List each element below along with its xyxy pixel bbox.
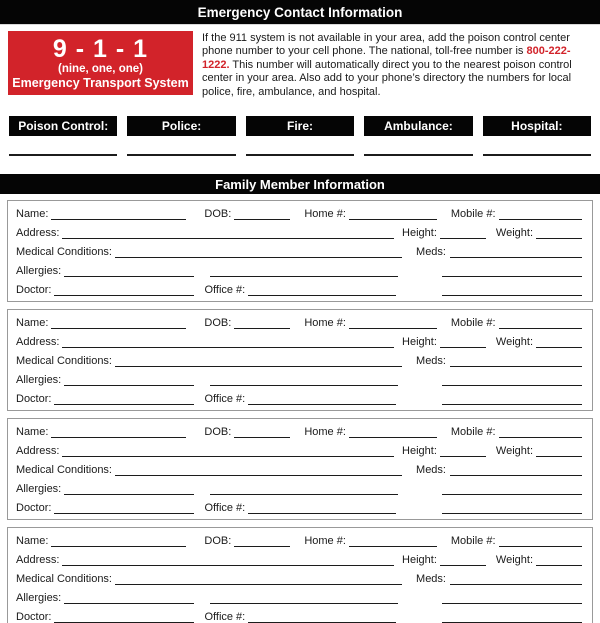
mobile-phone-label: Mobile #: xyxy=(450,426,496,439)
address-label: Address: xyxy=(16,227,60,240)
contact-col-fire xyxy=(246,116,354,156)
meds-overflow-line-1[interactable] xyxy=(442,494,582,495)
doctor-label: Doctor: xyxy=(16,284,52,297)
instructions-text-before: If the 911 system is not available in your area, add the poison control center phone number to your cell phone. The national, toll-free number is xyxy=(202,32,570,58)
emergency-contacts-row xyxy=(0,116,600,156)
family-row-address xyxy=(16,223,582,242)
allergies-label: Allergies: xyxy=(16,483,62,496)
mobile-phone-field-line[interactable] xyxy=(499,328,582,329)
name-field-line[interactable] xyxy=(51,437,186,438)
meds-label: Meds: xyxy=(416,355,446,368)
meds-overflow-line-2[interactable] xyxy=(442,404,582,405)
allergies-field-line[interactable] xyxy=(64,385,194,386)
meds-label: Meds: xyxy=(416,464,446,477)
family-row-medical xyxy=(16,351,582,370)
dob-field-line[interactable] xyxy=(234,328,290,329)
medical-conditions-label: Medical Conditions: xyxy=(16,246,112,259)
family-row-address xyxy=(16,441,582,460)
emergency-section-header xyxy=(0,0,600,25)
height-label: Height: xyxy=(402,336,437,349)
home-phone-label: Home #: xyxy=(304,535,346,548)
name-field-line[interactable] xyxy=(51,219,186,220)
poison-control-field-line[interactable] xyxy=(9,154,117,156)
address-label: Address: xyxy=(16,445,60,458)
family-row-doctor xyxy=(16,389,582,408)
allergies-field-line[interactable] xyxy=(64,603,194,604)
office-phone-field-line[interactable] xyxy=(248,404,396,405)
hospital-field-line[interactable] xyxy=(483,154,591,156)
family-row-medical xyxy=(16,242,582,261)
allergies-overflow-line[interactable] xyxy=(210,603,398,604)
height-field-line[interactable] xyxy=(440,238,486,239)
weight-label: Weight: xyxy=(495,336,533,349)
home-phone-label: Home #: xyxy=(304,426,346,439)
dob-field-line[interactable] xyxy=(234,219,290,220)
name-label: Name: xyxy=(16,535,49,548)
meds-field-line[interactable] xyxy=(450,584,582,585)
emergency-info-row xyxy=(0,31,600,99)
family-row-medical xyxy=(16,460,582,479)
dob-label: DOB: xyxy=(204,317,232,330)
mobile-phone-label: Mobile #: xyxy=(450,317,496,330)
doctor-label: Doctor: xyxy=(16,393,52,406)
office-phone-label: Office #: xyxy=(204,393,246,406)
weight-field-line[interactable] xyxy=(536,456,582,457)
medical-conditions-field-line[interactable] xyxy=(115,366,402,367)
family-row-name xyxy=(16,204,582,223)
weight-field-line[interactable] xyxy=(536,238,582,239)
home-phone-label: Home #: xyxy=(304,317,346,330)
family-row-medical xyxy=(16,569,582,588)
doctor-label: Doctor: xyxy=(16,502,52,515)
name-field-line[interactable] xyxy=(51,328,186,329)
name-field-line[interactable] xyxy=(51,546,186,547)
weight-label: Weight: xyxy=(495,554,533,567)
height-label: Height: xyxy=(402,554,437,567)
doctor-field-line[interactable] xyxy=(54,295,194,296)
office-phone-label: Office #: xyxy=(204,284,246,297)
medical-conditions-field-line[interactable] xyxy=(115,257,402,258)
meds-overflow-line-1[interactable] xyxy=(442,385,582,386)
family-row-name xyxy=(16,313,582,332)
medical-conditions-label: Medical Conditions: xyxy=(16,573,112,586)
family-row-doctor xyxy=(16,280,582,299)
mobile-phone-field-line[interactable] xyxy=(499,437,582,438)
address-field-line[interactable] xyxy=(62,565,394,566)
dob-label: DOB: xyxy=(204,208,232,221)
height-field-line[interactable] xyxy=(440,456,486,457)
name-label: Name: xyxy=(16,208,49,221)
family-row-name xyxy=(16,531,582,550)
poison-control-phone-number: 800-222-1222. xyxy=(202,45,571,71)
office-phone-label: Office #: xyxy=(204,502,246,515)
allergies-field-line[interactable] xyxy=(64,494,194,495)
home-phone-label: Home #: xyxy=(304,208,346,221)
allergies-overflow-line[interactable] xyxy=(210,276,398,277)
family-row-doctor xyxy=(16,607,582,623)
ambulance-label: Ambulance: xyxy=(364,116,472,136)
name-label: Name: xyxy=(16,317,49,330)
mobile-phone-field-line[interactable] xyxy=(499,546,582,547)
family-row-allergies xyxy=(16,479,582,498)
meds-overflow-line-1[interactable] xyxy=(442,276,582,277)
medical-conditions-field-line[interactable] xyxy=(115,475,402,476)
name-label: Name: xyxy=(16,426,49,439)
office-phone-field-line[interactable] xyxy=(248,513,396,514)
hospital-label: Hospital: xyxy=(483,116,591,136)
instructions-text-after: This number will automatically direct you to the nearest poison control center in your area. Also add to your phone’s directory the numbers for local police, fire, ambulance, and hospital. xyxy=(202,58,572,98)
height-field-line[interactable] xyxy=(440,565,486,566)
contact-col-poison-control xyxy=(9,116,117,156)
doctor-field-line[interactable] xyxy=(54,513,194,514)
dob-label: DOB: xyxy=(204,426,232,439)
family-row-allergies xyxy=(16,261,582,280)
weight-field-line[interactable] xyxy=(536,565,582,566)
dob-label: DOB: xyxy=(204,535,232,548)
family-row-address xyxy=(16,332,582,351)
home-phone-field-line[interactable] xyxy=(349,546,437,547)
weight-field-line[interactable] xyxy=(536,347,582,348)
height-label: Height: xyxy=(402,445,437,458)
office-phone-field-line[interactable] xyxy=(248,295,396,296)
mobile-phone-label: Mobile #: xyxy=(450,535,496,548)
address-label: Address: xyxy=(16,554,60,567)
meds-label: Meds: xyxy=(416,573,446,586)
badge-number: 9 - 1 - 1 xyxy=(52,34,149,63)
allergies-overflow-line[interactable] xyxy=(210,385,398,386)
doctor-field-line[interactable] xyxy=(54,404,194,405)
family-member-list xyxy=(0,200,600,623)
mobile-phone-label: Mobile #: xyxy=(450,208,496,221)
poison-control-label: Poison Control: xyxy=(9,116,117,136)
allergies-label: Allergies: xyxy=(16,592,62,605)
meds-field-line[interactable] xyxy=(450,475,582,476)
contact-col-ambulance xyxy=(364,116,472,156)
badge-subtitle: (nine, one, one) xyxy=(58,62,143,75)
home-phone-field-line[interactable] xyxy=(349,219,437,220)
home-phone-field-line[interactable] xyxy=(349,328,437,329)
family-section-title: Family Member Information xyxy=(215,176,385,192)
family-member-block xyxy=(7,418,593,520)
allergies-overflow-line[interactable] xyxy=(210,494,398,495)
family-row-name xyxy=(16,422,582,441)
family-row-address xyxy=(16,550,582,569)
poison-control-instructions xyxy=(202,31,592,99)
address-field-line[interactable] xyxy=(62,238,394,239)
badge-caption: Emergency Transport System xyxy=(12,75,189,90)
doctor-label: Doctor: xyxy=(16,611,52,623)
ambulance-field-line[interactable] xyxy=(364,154,472,156)
family-member-block xyxy=(7,527,593,623)
address-field-line[interactable] xyxy=(62,456,394,457)
office-phone-label: Office #: xyxy=(204,611,246,623)
family-member-block xyxy=(7,309,593,411)
nine-one-one-badge xyxy=(8,31,193,95)
family-section-header xyxy=(0,174,600,194)
address-label: Address: xyxy=(16,336,60,349)
police-field-line[interactable] xyxy=(127,154,235,156)
weight-label: Weight: xyxy=(495,227,533,240)
mobile-phone-field-line[interactable] xyxy=(499,219,582,220)
dob-field-line[interactable] xyxy=(234,546,290,547)
meds-field-line[interactable] xyxy=(450,257,582,258)
family-row-allergies xyxy=(16,588,582,607)
medical-conditions-field-line[interactable] xyxy=(115,584,402,585)
family-member-block xyxy=(7,200,593,302)
allergies-field-line[interactable] xyxy=(64,276,194,277)
medical-conditions-label: Medical Conditions: xyxy=(16,464,112,477)
meds-overflow-line-1[interactable] xyxy=(442,603,582,604)
fire-field-line[interactable] xyxy=(246,154,354,156)
allergies-label: Allergies: xyxy=(16,374,62,387)
fire-label: Fire: xyxy=(246,116,354,136)
height-field-line[interactable] xyxy=(440,347,486,348)
family-row-doctor xyxy=(16,498,582,517)
weight-label: Weight: xyxy=(495,445,533,458)
police-label: Police: xyxy=(127,116,235,136)
meds-label: Meds: xyxy=(416,246,446,259)
home-phone-field-line[interactable] xyxy=(349,437,437,438)
contact-col-hospital xyxy=(483,116,591,156)
meds-overflow-line-2[interactable] xyxy=(442,513,582,514)
meds-overflow-line-2[interactable] xyxy=(442,295,582,296)
address-field-line[interactable] xyxy=(62,347,394,348)
medical-conditions-label: Medical Conditions: xyxy=(16,355,112,368)
allergies-label: Allergies: xyxy=(16,265,62,278)
contact-col-police xyxy=(127,116,235,156)
emergency-section-title: Emergency Contact Information xyxy=(197,4,403,20)
height-label: Height: xyxy=(402,227,437,240)
dob-field-line[interactable] xyxy=(234,437,290,438)
meds-field-line[interactable] xyxy=(450,366,582,367)
family-row-allergies xyxy=(16,370,582,389)
